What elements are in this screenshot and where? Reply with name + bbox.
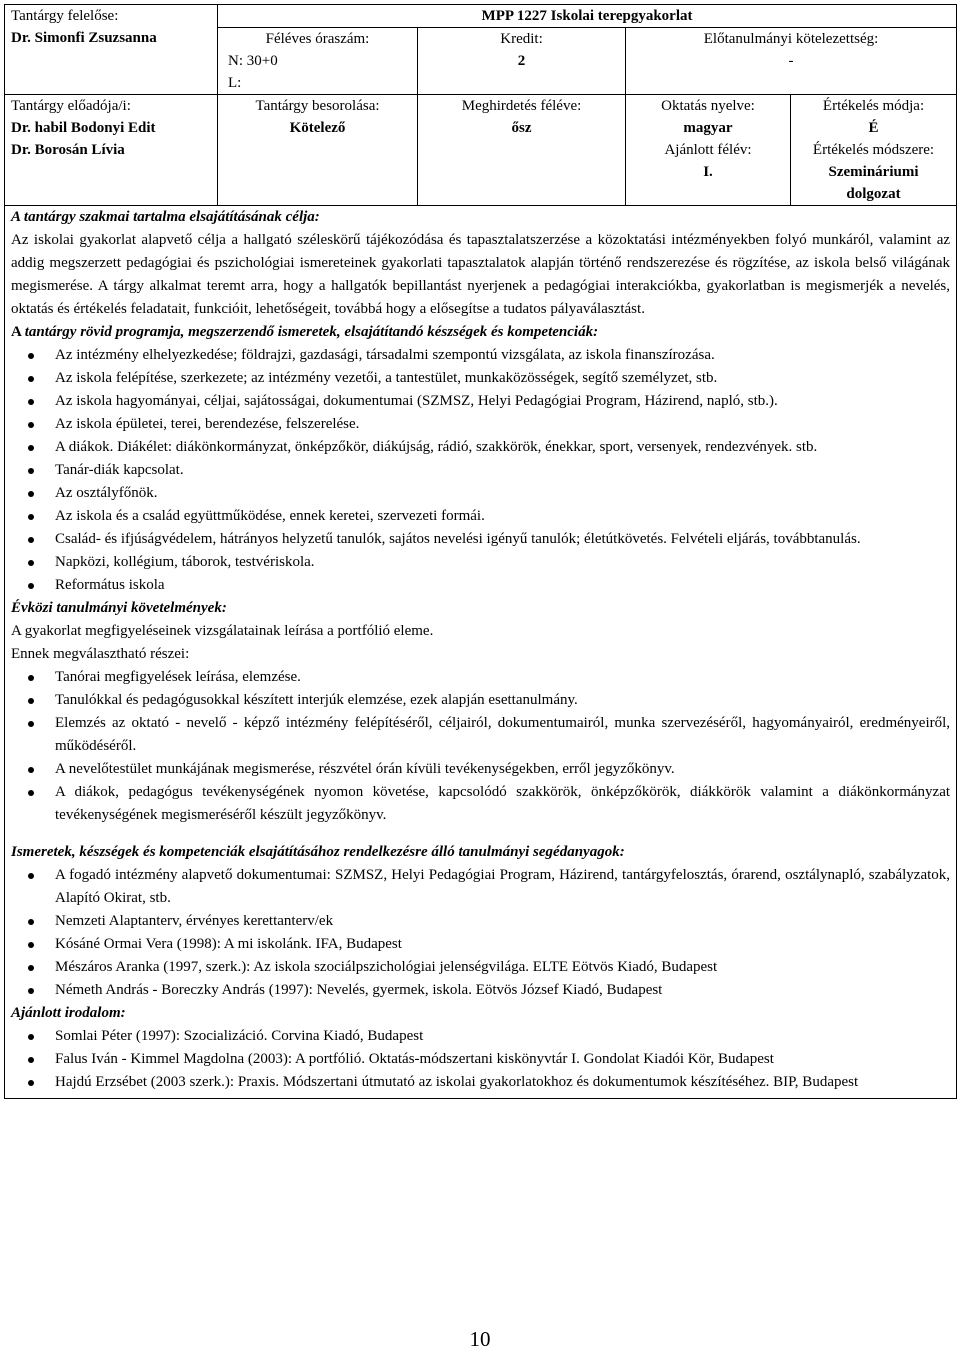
irodalom-heading: Ajánlott irodalom: (11, 1005, 126, 1021)
elotanulmany-cell (626, 28, 957, 95)
list-item: Tanulókkal és pedagógusokkal készített interjúk elemzése, ezek alapján esettanulmány. (55, 689, 950, 712)
ajanlott-value: I. (703, 164, 713, 180)
oraszam-cell (218, 28, 418, 95)
meghirdetes-label: Meghirdetés féléve: (461, 98, 582, 114)
felelos-name: Dr. Simonfi Zsuzsanna (11, 30, 157, 46)
eloado-label: Tantárgy előadója/i: (11, 98, 131, 114)
ertekeles-modszer-label: Értékelés módszere: (812, 142, 935, 158)
list-item: Az iskola felépítése, szerkezete; az intézmény vezetői, a tantestület, munkaközösségek, segítő személyzet, stb. (55, 367, 950, 390)
list-item: Napközi, kollégium, táborok, testvériskola. (55, 551, 950, 574)
page-number: 10 (469, 1327, 491, 1351)
list-item: Az iskola hagyományai, céljai, sajátosságai, dokumentumai (SZMSZ, Helyi Pedagógiai Program, Házirend, napló, stb.). (55, 390, 950, 413)
besorolas-value: Kötelező (289, 120, 346, 136)
list-item: A diákok, pedagógus tevékenységének nyomon követése, kapcsolódó szakkörök, önképzőkörök, diákkörök valamint a diákönkormányzat tevékenységének megismeréséről készült jegyzőkönyv. (55, 781, 950, 827)
felelos-cell (5, 5, 218, 95)
eloado-cell (5, 95, 218, 206)
list-item: Nemzeti Alaptanterv, érvényes kerettanterv/ek (55, 910, 950, 933)
course-title: MPP 1227 Iskolai terepgyakorlat (218, 5, 957, 28)
kredit-value: 2 (517, 53, 526, 69)
eloado-name-2: Dr. Borosán Lívia (11, 142, 125, 158)
eloado-name-1: Dr. habil Bodonyi Edit (11, 120, 156, 136)
meghirdetes-cell (418, 95, 626, 206)
segedanyagok-list (11, 864, 950, 1002)
kredit-label: Kredit: (500, 31, 543, 47)
elotanulmany-label: Előtanulmányi kötelezettség: (703, 31, 879, 47)
oraszam-n: N: 30+0 (228, 53, 278, 69)
program-heading-prefix: A (11, 324, 25, 340)
list-item: Elemzés az oktató - nevelő - képző intézmény felépítéséről, céljairól, dokumentumairól, munka szervezéséről, hagyományairól, eredményeiről, működéséről. (55, 712, 950, 758)
besorolas-label: Tantárgy besorolása: (255, 98, 380, 114)
list-item: Az intézmény elhelyezkedése; földrajzi, gazdasági, társadalmi szempontú vizsgálata, az iskola finanszírozása. (55, 344, 950, 367)
course-sheet (4, 4, 956, 1099)
kovetelmenyek-line2: Ennek megválasztható részei: (11, 646, 190, 662)
list-item: Az osztályfőnök. (55, 482, 950, 505)
ajanlott-label: Ajánlott félév: (664, 142, 752, 158)
ertekeles-mod-value: É (868, 120, 879, 136)
program-list (11, 344, 950, 597)
oraszam-l: L: (228, 75, 242, 91)
kredit-cell (418, 28, 626, 95)
list-item: A diákok. Diákélet: diákönkormányzat, önképzőkör, diákújság, rádió, szakkörök, énekkar, sport, versenyek, rendezvények. stb. (55, 436, 950, 459)
ertekeles-mod-label: Értékelés módja: (822, 98, 925, 114)
content-cell (5, 206, 957, 1099)
ertekeles-modszer-value-1: Szemináriumi (828, 164, 919, 180)
felelos-label: Tantárgy felelőse: (11, 8, 119, 24)
oraszam-label: Féléves óraszám: (265, 31, 370, 47)
celja-heading: A tantárgy szakmai tartalma elsajátításának célja: (11, 209, 320, 225)
list-item: A nevelőtestület munkájának megismerése, részvétel órán kívüli tevékenységekben, erről jegyzőkönyv. (55, 758, 950, 781)
ertekeles-cell (791, 95, 957, 206)
list-item: Falus Iván - Kimmel Magdolna (2003): A portfólió. Oktatás-módszertani kiskönyvtár I. Gondolat Kiadói Kör, Budapest (55, 1048, 950, 1071)
list-item: Kósáné Ormai Vera (1998): A mi iskolánk. IFA, Budapest (55, 933, 950, 956)
list-item: Hajdú Erzsébet (2003 szerk.): Praxis. Módszertani útmutató az iskolai gyakorlatokhoz és dokumentumok készítéséhez. BIP, Budapest (55, 1071, 950, 1094)
list-item: Mészáros Aranka (1997, szerk.): Az iskola szociálpszichológiai jelenségvilága. ELTE Eötvös Kiadó, Budapest (55, 956, 950, 979)
celja-paragraph: Az iskolai gyakorlat alapvető célja a hallgató széleskörű tájékozódása és tapasztalatszerzése a közoktatási intézményekben folyó munkáról, valamint az addig megszerzett pedagógiai és pszichológiai ismereteinek gyakorlati tapasztalatok alapján történő rendszerezése és rögzítése, az iskola belső világának megismerése. A tárgy alkalmat teremt arra, hogy a hallgatók bepillantást nyerjenek a pedagógiai interakciókba, gyakorlatban is megismerjék a nevelés, oktatás és értékelés feladatait, funkcióit, lehetőségeit, továbbá hogy a elősegítse a tudatos pályaválasztást. (11, 232, 951, 317)
besorolas-cell (218, 95, 418, 206)
list-item: Református iskola (55, 574, 950, 597)
kovetelmenyek-line1: A gyakorlat megfigyeléseinek vizsgálatainak leírása a portfólió eleme. (11, 623, 434, 639)
nyelv-label: Oktatás nyelve: (661, 98, 755, 114)
meghirdetes-value: ősz (511, 120, 532, 136)
elotanulmany-value: - (788, 53, 794, 69)
list-item: Tanórai megfigyelések leírása, elemzése. (55, 666, 950, 689)
list-item: A fogadó intézmény alapvető dokumentumai: SZMSZ, Helyi Pedagógiai Program, Házirend, tantárgyfelosztás, órarend, osztálynapló, szabályzatok, Alapító Okirat, stb. (55, 864, 950, 910)
list-item: Család- és ifjúságvédelem, hátrányos helyzetű tanulók, sajátos nevelési igényű tanulók; életútkövetés. Felvételi eljárás, továbbtanulás. (55, 528, 950, 551)
list-item: Németh András - Boreczky András (1997): Nevelés, gyermek, iskola. Eötvös József Kiadó, Budapest (55, 979, 950, 1002)
segedanyagok-heading: Ismeretek, készségek és kompetenciák elsajátításához rendelkezésre álló tanulmányi segédanyagok: (11, 844, 625, 860)
nyelv-cell (626, 95, 791, 206)
program-heading (11, 321, 950, 344)
list-item: Tanár-diák kapcsolat. (55, 459, 950, 482)
list-item: Az iskola épületei, terei, berendezése, felszerelése. (55, 413, 950, 436)
ertekeles-modszer-value-2: dolgozat (846, 186, 901, 202)
spacer (11, 827, 950, 841)
program-heading-rest: tantárgy rövid programja, megszerzendő ismeretek, elsajátítandó készségek és kompetenciák: (24, 324, 599, 340)
list-item: Somlai Péter (1997): Szocializáció. Corvina Kiadó, Budapest (55, 1025, 950, 1048)
list-item: Az iskola és a család együttműködése, ennek keretei, szervezeti formái. (55, 505, 950, 528)
nyelv-value: magyar (683, 120, 733, 136)
irodalom-list (11, 1025, 950, 1094)
kovetelmenyek-list (11, 666, 950, 827)
kovetelmenyek-heading: Évközi tanulmányi követelmények: (11, 600, 227, 616)
course-table (4, 4, 957, 1099)
